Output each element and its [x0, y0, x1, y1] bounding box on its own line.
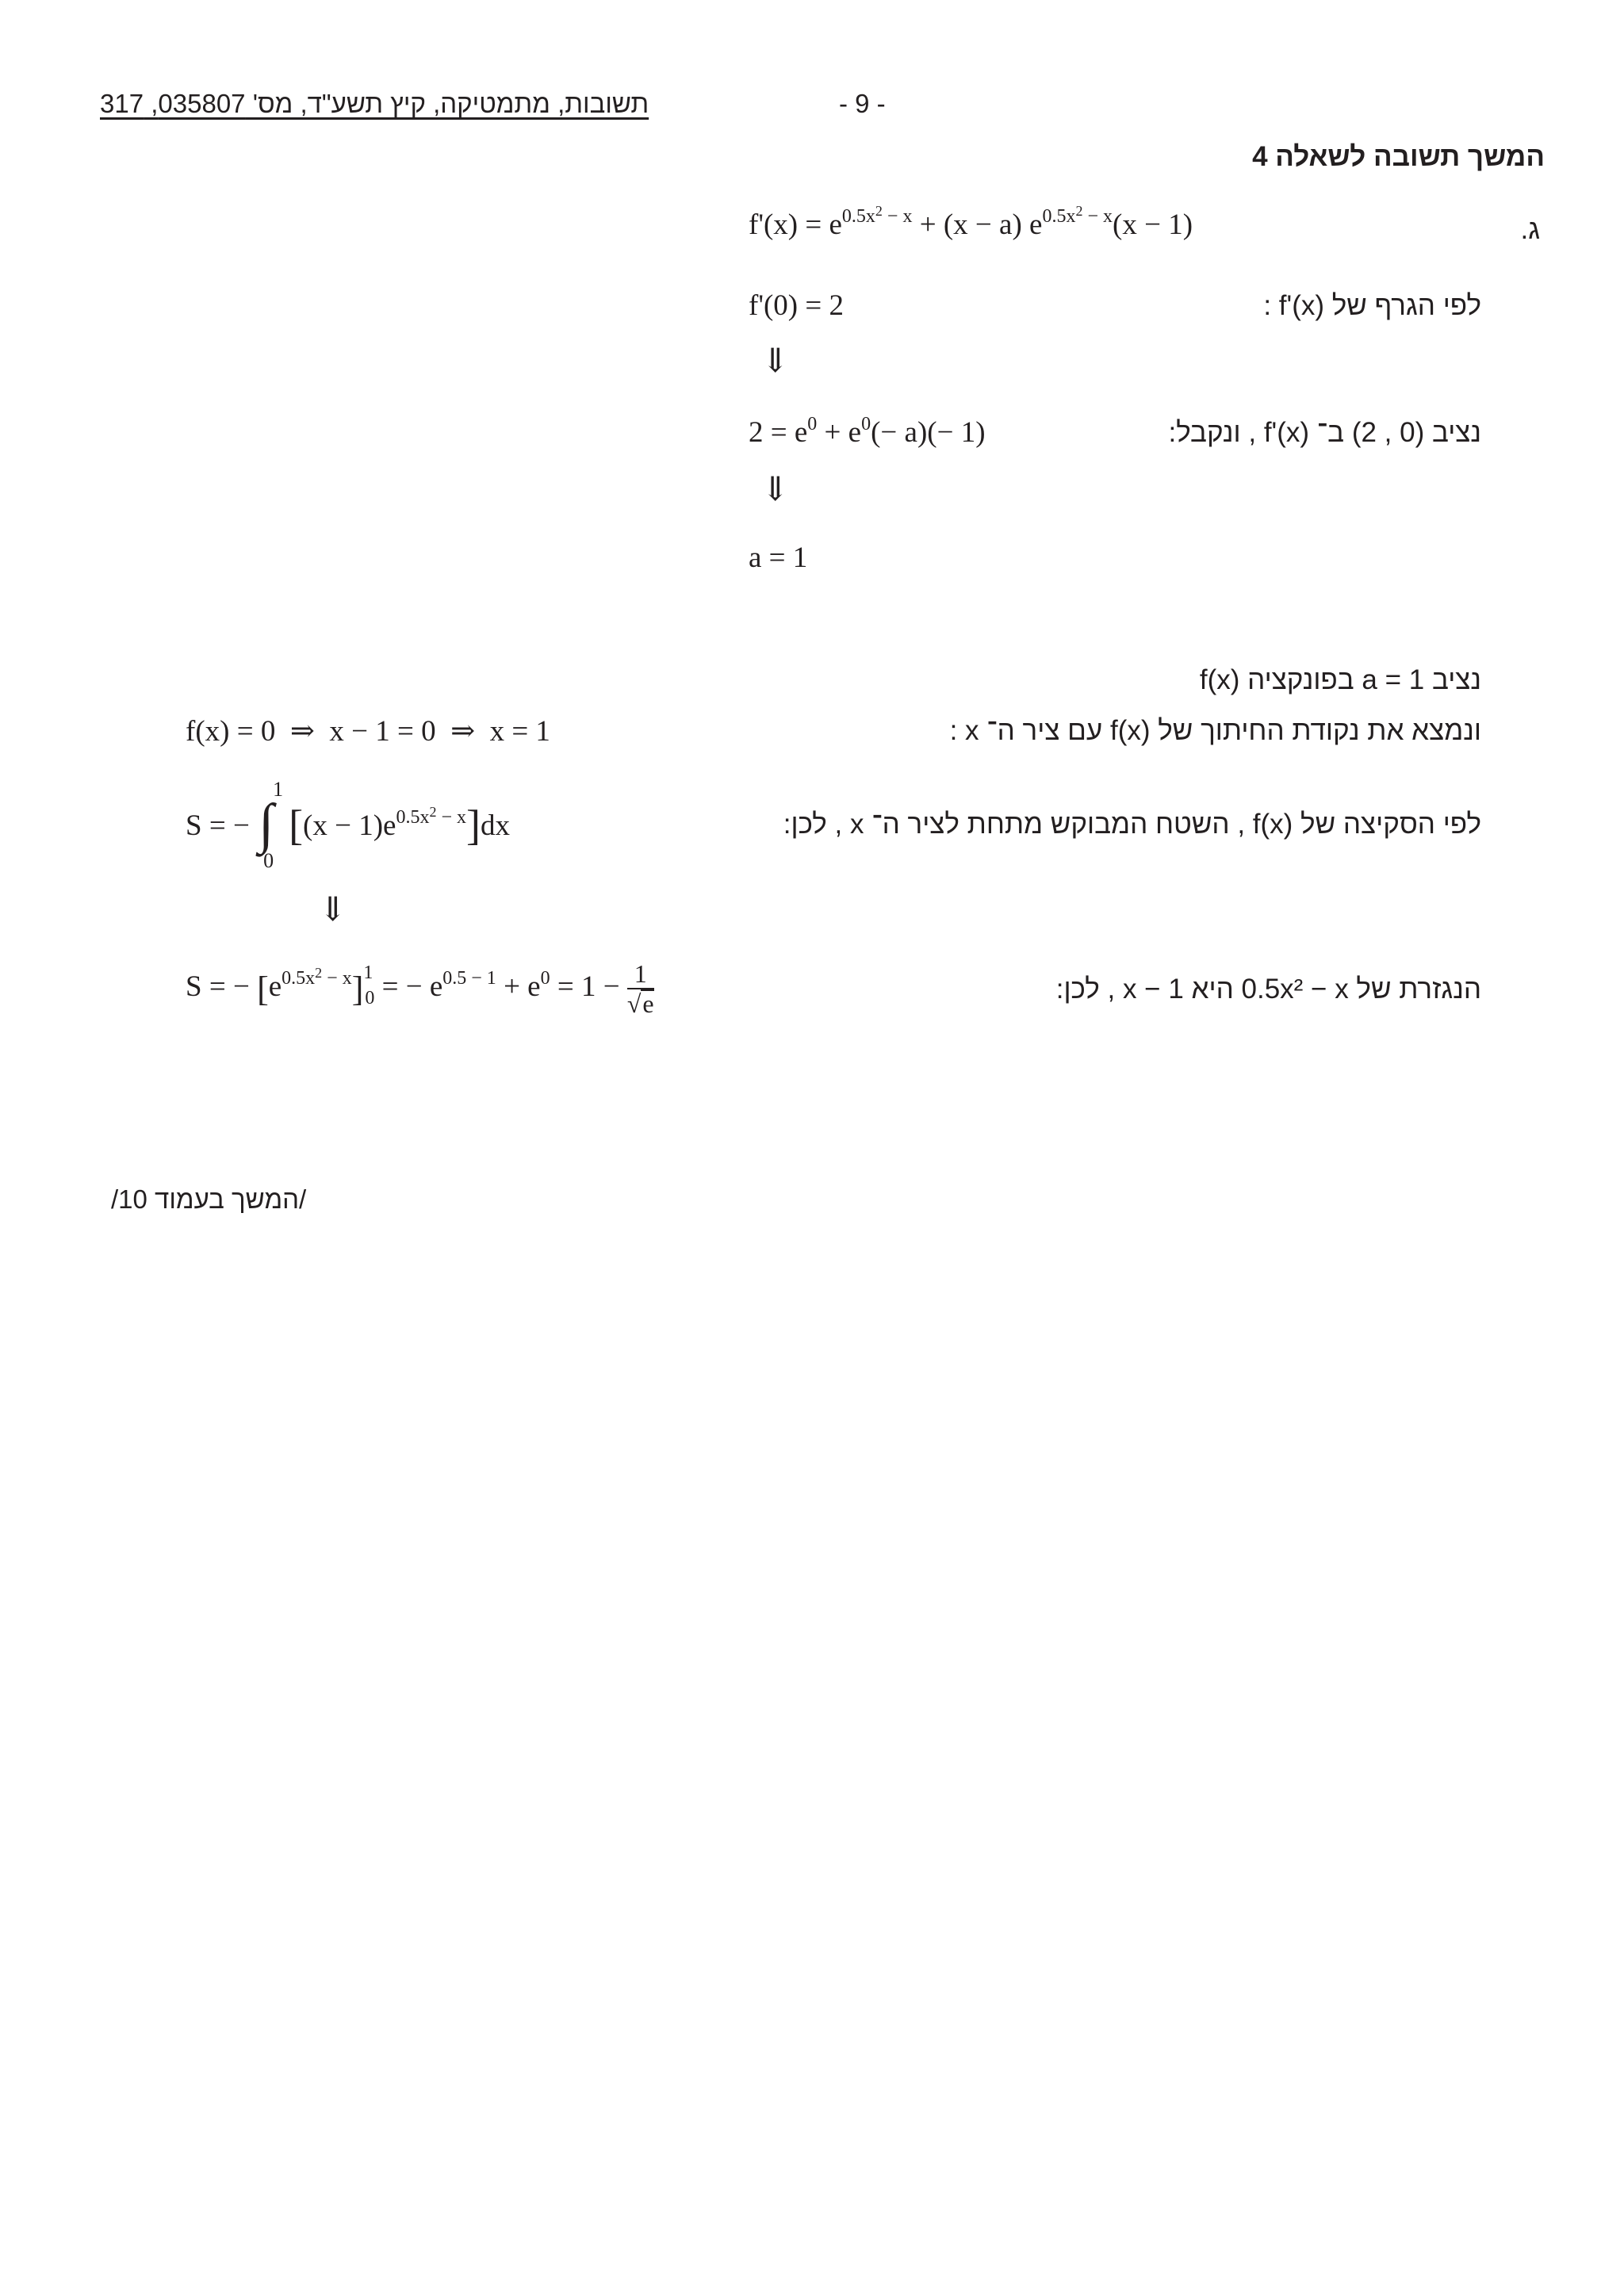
graph-value-equation: f'(0) = 2 — [749, 289, 844, 322]
header-title: תשובות, מתמטיקה, קיץ תשע"ד, מס' 035807, 317 — [100, 89, 649, 118]
part-label: ג. — [1520, 214, 1540, 245]
page-number: - 9 - — [839, 89, 886, 118]
continue-note: /המשך בעמוד 10/ — [111, 1184, 307, 1214]
intersection-label: ונמצא את נקודת החיתוך של f(x) עם ציר ה־ x : — [949, 715, 1481, 746]
implies-arrow-3: ⇓ — [319, 892, 347, 928]
area-label: לפי הסקיצה של f(x) , השטח המבוקש מתחת לציר ה־ x , לכן: — [783, 809, 1481, 840]
area-integral: S = − ∫ 1 0 $[(x - 1)e^{0.5x^2 - x}]dx$ — [186, 777, 511, 872]
substitute-equation: $2 = e^0 + e^0(- a)(- 1)$ — [749, 414, 986, 449]
antiderivative-equation: S = − $[e^{0.5x^2 - x}]^1_0$ = − $e^{0.5 - 1} + e^0 = 1$ − $\frac{1}{√e}$ — [186, 959, 654, 1018]
derivative-equation: $f'(x) = e^{0.5x^2 - x} + (x - a) e^{0.5x^2 - x}(x - 1)$ — [749, 203, 1193, 241]
fraction-one-over-sqrt-e: $\frac{1}{√e}$ — [626, 959, 654, 1018]
intersection-equation: f(x) = 0 ⇒ x − 1 = 0 ⇒ x = 1 — [186, 715, 550, 748]
substitute-label: נציב (0 , 2) ב־ f'(x) , ונקבל: — [1168, 417, 1481, 448]
antiderivative-label: הנגזרת של 0.5x² − x היא x − 1 , לכן: — [1055, 974, 1481, 1004]
result-a-equation: a = 1 — [749, 541, 808, 574]
implies-arrow-1: ⇓ — [761, 343, 790, 380]
implies-arrow-2: ⇓ — [761, 472, 790, 508]
plug-a-label: נציב a = 1 בפונקציה f(x) — [1199, 664, 1481, 695]
section-title: המשך תשובה לשאלה 4 — [1252, 141, 1545, 172]
integral-sign-icon: ∫ 1 0 — [259, 777, 284, 872]
graph-value-label: לפי הגרף של f'(x) : — [1263, 290, 1481, 321]
